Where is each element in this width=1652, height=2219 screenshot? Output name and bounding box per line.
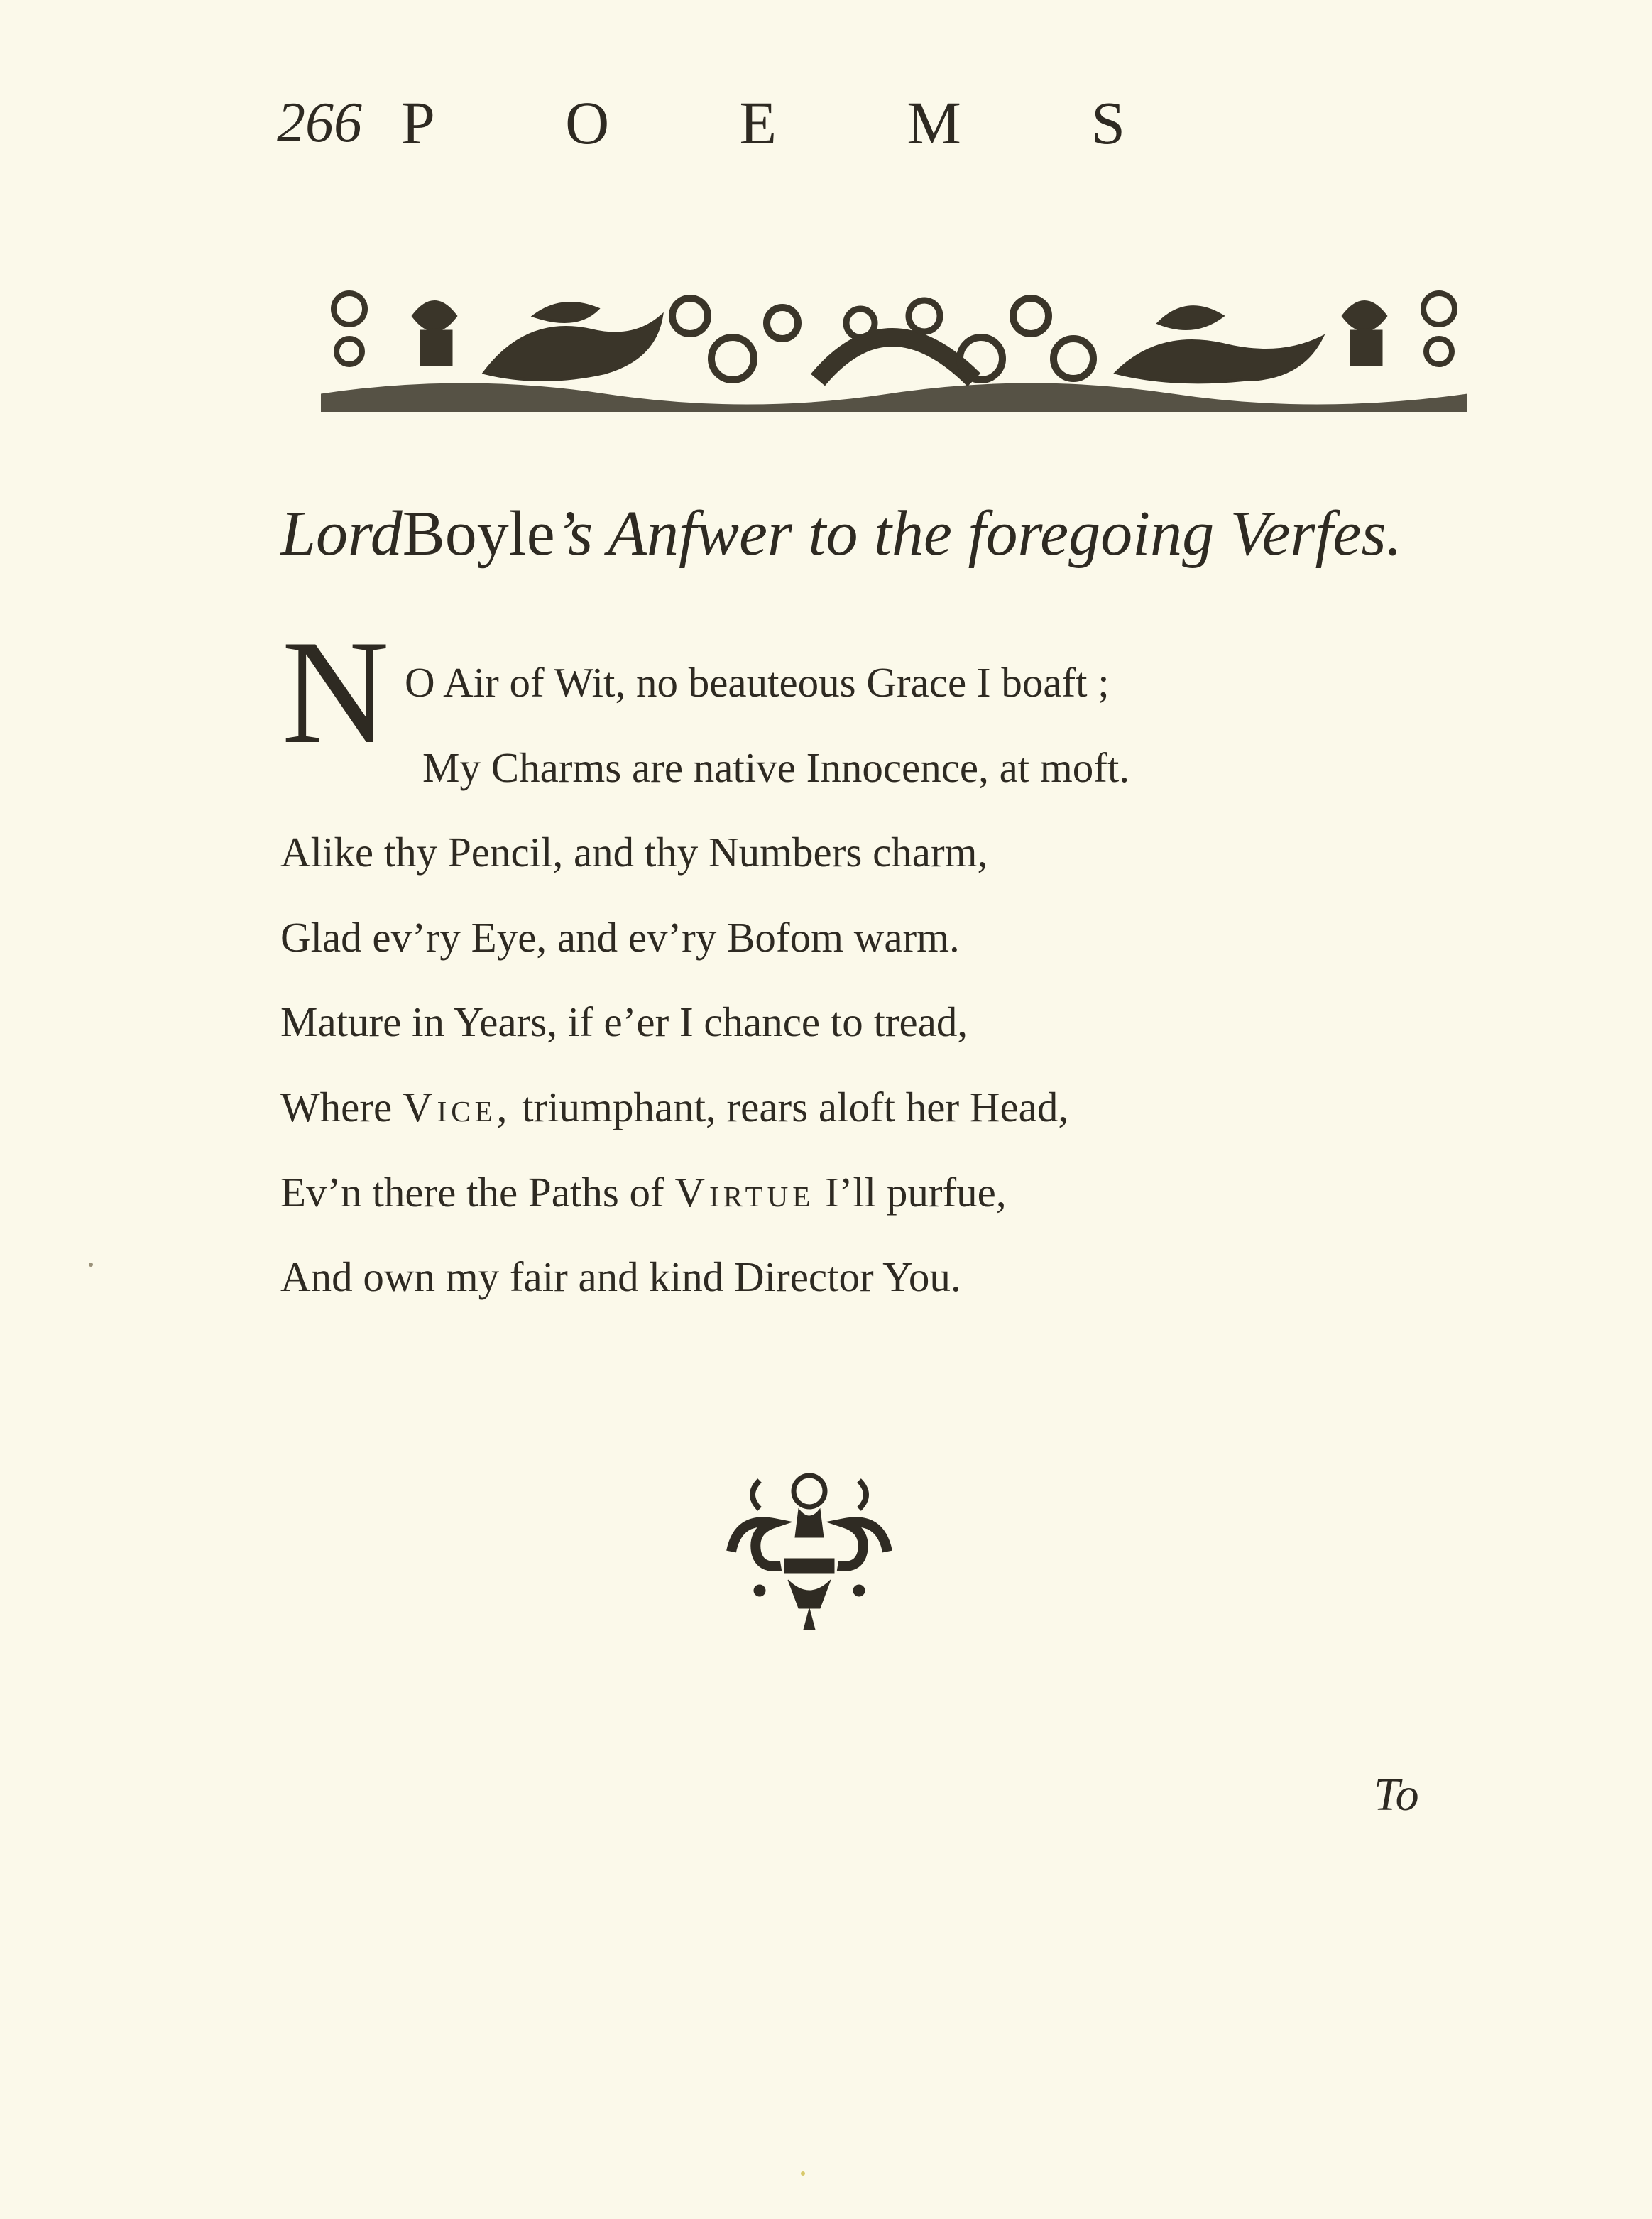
poem-verse bbox=[280, 640, 1416, 1320]
page-number: 266 bbox=[277, 91, 362, 154]
verse-text: triumphant, rears aloft her Head, bbox=[522, 1083, 1069, 1130]
title-rest: ’s Anfwer to the foregoing Verfes. bbox=[554, 498, 1403, 569]
title-boyle: Boyle bbox=[402, 498, 555, 569]
poem-title bbox=[280, 497, 1487, 570]
verse-line: My Charms are native Innocence, at moft. bbox=[422, 743, 1130, 791]
verse-text: Ev’n there the Paths of bbox=[280, 1168, 664, 1216]
small-caps-word: Vice, bbox=[402, 1083, 512, 1130]
paper-speck bbox=[801, 2171, 805, 2176]
running-title-letter: E bbox=[739, 89, 777, 157]
running-title bbox=[401, 87, 1125, 158]
running-title-letter: S bbox=[1091, 89, 1125, 157]
ornamental-headpiece bbox=[321, 288, 1467, 412]
verse-line: Mature in Years, if e’er I chance to tread, bbox=[280, 998, 968, 1046]
verse-text: I’ll purfue, bbox=[825, 1168, 1007, 1216]
verse-line: Glad ev’ry Eye, and ev’ry Bofom warm. bbox=[280, 913, 960, 961]
running-title-letter: M bbox=[907, 89, 961, 157]
title-lord: Lord bbox=[280, 498, 403, 569]
catchword: To bbox=[1374, 1769, 1419, 1821]
verse-line: And own my fair and kind Director You. bbox=[280, 1253, 961, 1301]
verse-line bbox=[280, 1065, 1416, 1150]
paper-speck bbox=[89, 1263, 93, 1267]
running-head bbox=[277, 84, 1171, 162]
small-caps-word: Virtue bbox=[674, 1168, 815, 1216]
drop-cap: N bbox=[281, 610, 390, 775]
ornamental-tailpiece bbox=[717, 1466, 902, 1640]
verse-line: Alike thy Pencil, and thy Numbers charm, bbox=[280, 829, 988, 876]
verse-line bbox=[280, 1150, 1416, 1236]
running-title-letter: P bbox=[401, 89, 435, 157]
verse-text: Where bbox=[280, 1083, 393, 1130]
running-title-letter: O bbox=[565, 89, 610, 157]
verse-line: O Air of Wit, no beauteous Grace I boaft ; bbox=[405, 659, 1110, 706]
